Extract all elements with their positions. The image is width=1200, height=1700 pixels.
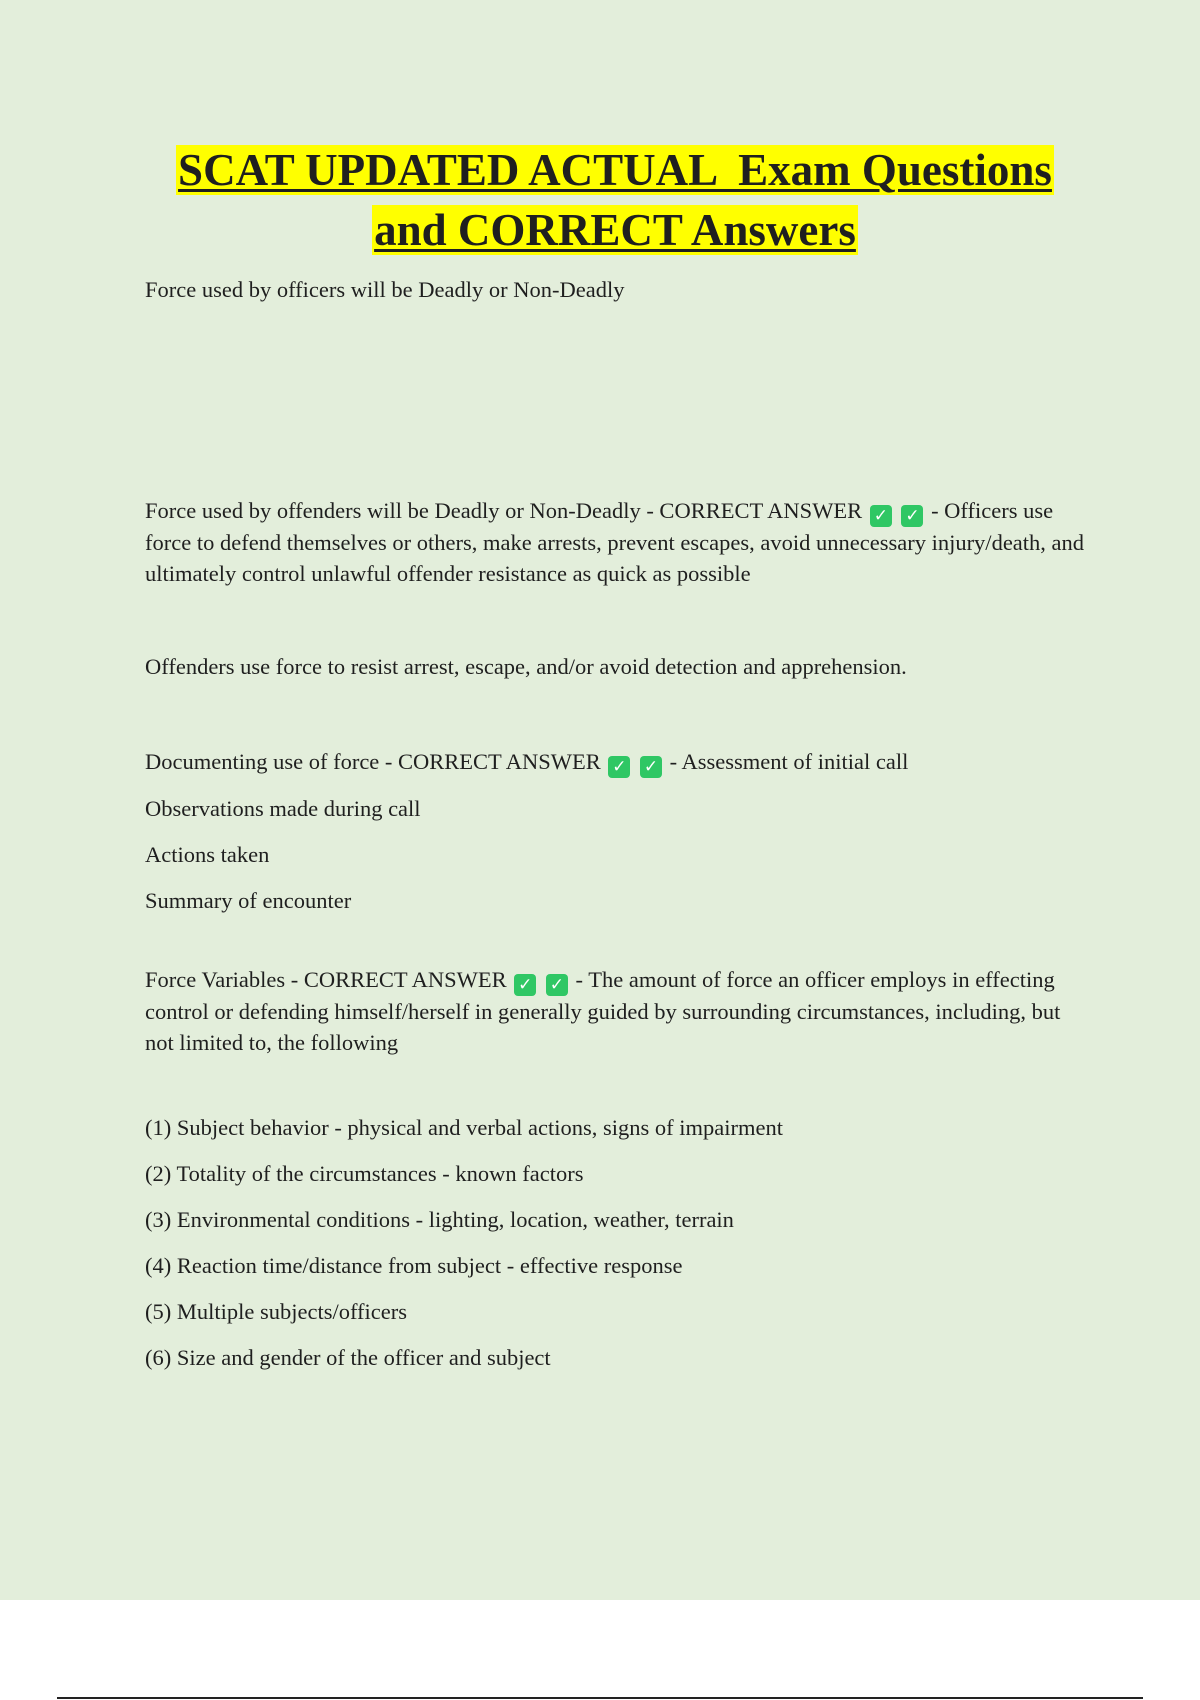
question-4 [145,964,1085,1058]
question-2-prompt: Force used by offenders will be Deadly or Non-Deadly - CORRECT ANSWER [145,498,863,523]
check-icon: ✓ [640,756,662,778]
list-item: Actions taken [145,842,270,867]
check-icon: ✓ [870,505,892,527]
check-icon: ✓ [546,974,568,996]
title-line-2: and CORRECT Answers [374,205,856,255]
question-2 [145,495,1085,589]
question-4-prompt: Force Variables - CORRECT ANSWER [145,967,507,992]
list-item: (5) Multiple subjects/officers [145,1299,408,1324]
list-item: Observations made during call [145,796,421,821]
list-item: (2) Totality of the circumstances - known factors [145,1161,584,1186]
list-item: Summary of encounter [145,888,352,913]
question-2-answer: - Officers use force to defend themselves or others, make arrests, prevent escapes, avoid unnecessary injury/death, and ultimately control unlawful offender resistance as quick as possible [145,498,1085,586]
check-icon: ✓ [514,974,536,996]
list-item: (6) Size and gender of the officer and subject [145,1345,551,1370]
question-3-prompt: Documenting use of force - CORRECT ANSWER [145,749,601,774]
check-icon: ✓ [901,505,923,527]
list-item: (4) Reaction time/distance from subject - effective response [145,1253,683,1278]
list-item: (3) Environmental conditions - lighting, location, weather, terrain [145,1207,734,1232]
list-item: (1) Subject behavior - physical and verbal actions, signs of impairment [145,1115,783,1140]
question-4-items [145,1112,1085,1373]
question-4-answer: - The amount of force an officer employs in effecting control or defending himself/herself in generally guided by surrounding circumstances, including, but not limited to, the following [145,967,1061,1055]
document-title [145,140,1085,260]
question-3 [145,746,1085,778]
document-content [145,140,1085,1388]
question-3-items [145,793,1085,916]
check-icon: ✓ [608,756,630,778]
offenders-text: Offenders use force to resist arrest, escape, and/or avoid detection and apprehension. [145,654,907,679]
footer-rule [57,1697,1143,1699]
question-3-answer: - Assessment of initial call [669,749,909,774]
title-line-1: SCAT UPDATED ACTUAL Exam Questions [178,145,1052,195]
question-1-text: Force used by officers will be Deadly or Non-Deadly [145,277,625,302]
